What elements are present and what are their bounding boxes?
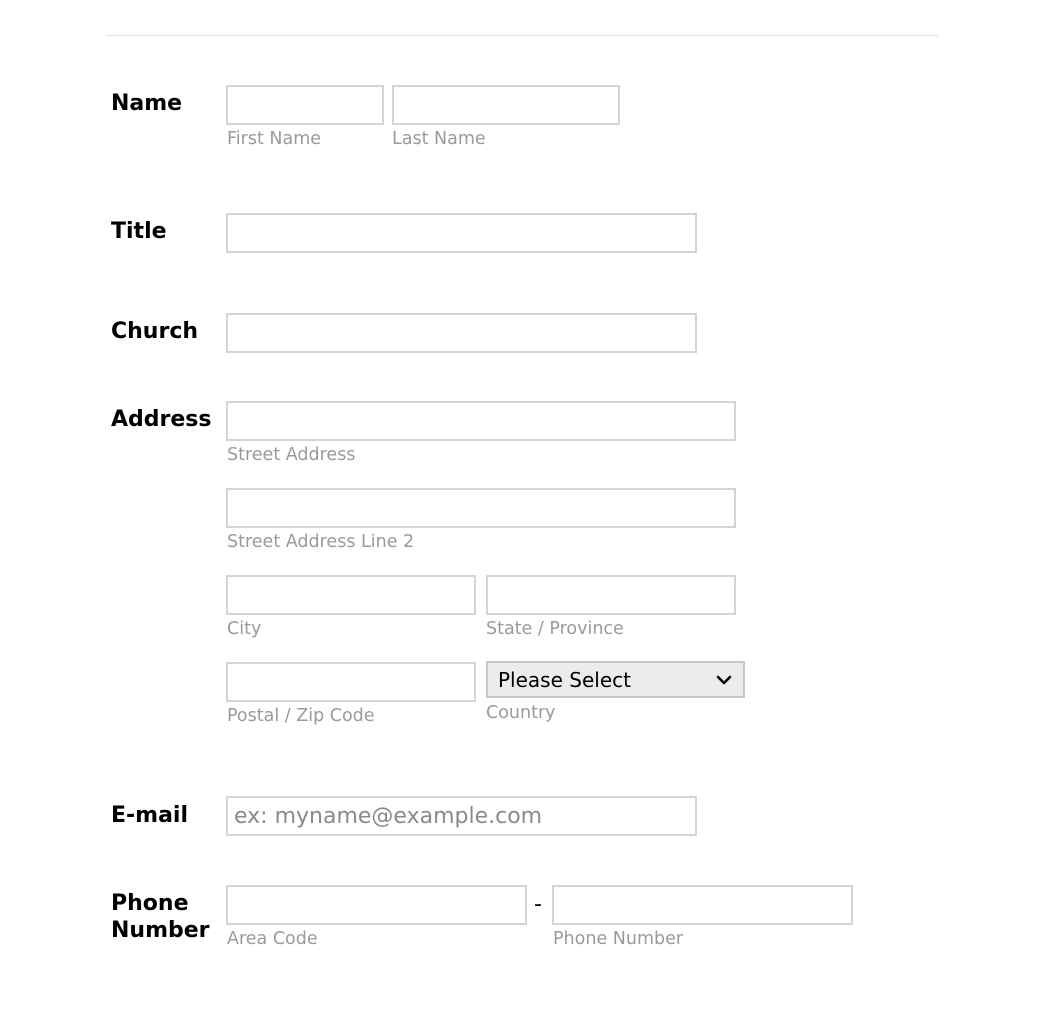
email-input[interactable] xyxy=(226,796,697,836)
chevron-down-icon xyxy=(715,671,733,689)
phone-separator: - xyxy=(534,892,542,917)
last-name-input[interactable] xyxy=(392,85,620,125)
country-sublabel: Country xyxy=(486,703,556,723)
church-label: Church xyxy=(111,319,199,344)
area-code-input[interactable] xyxy=(226,885,527,925)
phone-number-input[interactable] xyxy=(552,885,853,925)
email-label: E-mail xyxy=(111,803,189,828)
street-address-input[interactable] xyxy=(226,401,736,441)
postal-code-sublabel: Postal / Zip Code xyxy=(227,706,375,726)
phone-label-line2: Number xyxy=(111,918,210,943)
church-input[interactable] xyxy=(226,313,697,353)
city-sublabel: City xyxy=(227,619,262,639)
area-code-sublabel: Area Code xyxy=(227,929,318,949)
name-label: Name xyxy=(111,91,183,116)
top-divider xyxy=(106,35,938,36)
last-name-sublabel: Last Name xyxy=(392,129,486,149)
postal-code-input[interactable] xyxy=(226,662,476,702)
state-province-input[interactable] xyxy=(486,575,736,615)
state-province-sublabel: State / Province xyxy=(486,619,624,639)
title-label: Title xyxy=(111,219,167,244)
street-address-line2-sublabel: Street Address Line 2 xyxy=(227,532,415,552)
address-label: Address xyxy=(111,407,212,432)
country-select-value: Please Select xyxy=(498,667,631,692)
city-input[interactable] xyxy=(226,575,476,615)
street-address-sublabel: Street Address xyxy=(227,445,356,465)
title-input[interactable] xyxy=(226,213,697,253)
phone-number-sublabel: Phone Number xyxy=(553,929,684,949)
phone-label xyxy=(111,890,210,944)
street-address-line2-input[interactable] xyxy=(226,488,736,528)
country-select[interactable] xyxy=(486,661,745,698)
first-name-sublabel: First Name xyxy=(227,129,322,149)
phone-label-line1: Phone xyxy=(111,891,189,916)
first-name-input[interactable] xyxy=(226,85,384,125)
